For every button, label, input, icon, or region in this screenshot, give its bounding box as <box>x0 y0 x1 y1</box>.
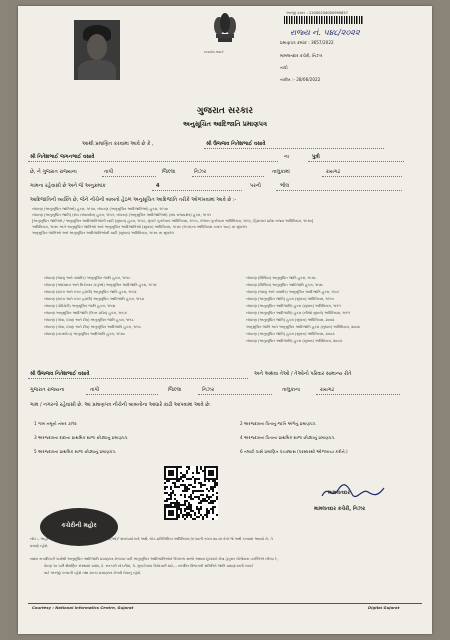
order-right-item: બંધારણ (અનુસૂચિત આદિજાતિ) હુકમ (સુધારા) અધિનિયમ, ૧૯૯૧ <box>246 304 341 308</box>
application-number: અરજી ક્રમાંક : 22000234000990857 <box>286 11 348 15</box>
document-item: 4 અરજદારના પિતાના પ્રાથમિક શાળા છોડ્યાનું પ્રમાણપત્ર. <box>240 435 336 440</box>
order-right-item: બંધારણ (અનુસૂચિત જાતિ) હુકમ (સુધારા) અધિનિયમ, ૧૯૯૦ <box>246 297 334 301</box>
order-left-item: બંધારણ (ગોવા, દમણ અને દીવ) અનુસૂચિત આદિજાતિ હુકમ, ૧૯૬૮ <box>44 325 142 329</box>
document-item: 1 ગામ નમૂનો નંબર ૭/૧૨ <box>34 421 77 426</box>
signatory-office: મામલતદાર કચેરી, નિઝર <box>314 506 366 512</box>
order-line: બંધારણ (અનુસૂચિત જાતિઓ) હુકમ, ૧૯૫૦, બંધારણ (અનુસૂચિત આદિજાતિઓ) હુકમ, ૧૯૫૦ <box>32 207 168 211</box>
document-item: 3 અરજદારના દાદાના પ્રાથમિક શાળા છોડ્યાનું પ્રમાણપત્ર. <box>34 435 129 440</box>
order-left-item: બંધારણ (જમ્મુ અને કાશ્મીર) અનુસૂચિત જાતિ હુકમ, ૧૯૫૬ <box>44 276 131 280</box>
order-left-item: બંધારણ અનુસૂચિત આદિજાતિ (ઉત્તર પ્રદેશ) હુકમ, ૧૯૬૭ <box>44 311 127 315</box>
certify-text: આથી પ્રમાણિત કરવામાં આવે છે કે , <box>82 141 154 147</box>
order-right-item: અનુસૂચિત જાતિ અને અનુસૂચિત આદિજાતિ હુકમ (સુધારા) અધિનિયમ, ૨૦૦૨ <box>246 325 360 329</box>
order-right-item: બંધારણ (અનુસૂચિત આદિજાતિ) હુકમ (સુધારા) અધિનિયમ, ૨૦૦૩ <box>246 339 342 343</box>
order-line: અનુસૂચિત જાતિઓ અને અનુસૂચિત આદિજાતિઓની યાદી (સુધારા) અધિનિયમ, ૧૯૭૬ ના સુધારેલ <box>32 231 175 235</box>
note-line: નોંધ :- અહીં ઉપયોગમાં લેવાયેલ "સામાન્ય રીતે રહેવાસી(ઓ)" શબ્દપ્રયોગનો અર્થ, લોક-પ્રતિનિધિત્વ અધિનિયમ,૧૯૫૦ની કલમ ૨૦-માં તેનો જે અર્થ કરવામાં આવ્યો છે, તે <box>30 537 273 541</box>
tribe-label: પરની <box>250 183 261 189</box>
village-value-2: રાયગઢ <box>320 387 335 393</box>
certificate-page <box>18 6 432 634</box>
order-right-item: બંધારણ (અનુસૂચિત જાતિ) હુકમ (સુધારા) અધિનિયમ, ૨૦૦૩ <box>246 332 335 336</box>
district-value-2: તાપી <box>90 387 100 393</box>
note-line: પ્રમાણે રહેશે. <box>30 544 49 548</box>
note-line: સક્ષમ સત્તાધિકારી પાસેથી અનુસૂચિત આદિજાતિ પ્રમાણપત્ર મેળવ્યા પછી અનુસૂચિત આદિજાતિઓને ઉપલબ્ધ સાભો અથવા છૂટછાટો લેવા હેતુસર લોજેયસ વ્યક્તિએ નીચ્ચ રે, <box>30 557 278 561</box>
order-right-item: બંધારણ (અનુસૂચિત જાતિ) હુકમ (સુધારા) અધિનિયમ, ૨૦૦૨ <box>246 318 335 322</box>
serial-label: ગામના રહેવાસી છે અને જે અનુક્રમાંક <box>30 183 106 189</box>
order-left-item: બંધારણ (દાદરા અને નગર હવેલી) અનુસૂચિત આદિજાતિ હુકમ, ૧૯૬૨ <box>44 297 144 301</box>
qr-code-icon <box>164 466 218 520</box>
resident-name: શ્રી ઉજ્જવ નિતેશભાઈ વસાવે <box>30 371 90 377</box>
footer-brand: Digital Gujarat <box>368 605 400 610</box>
order-left-item: બંધારણ (ગોવા, દમણ અને દીવ) અનુસૂચિત જાતિ હુકમ, ૧૯૬૮ <box>44 318 134 322</box>
national-emblem-icon <box>206 8 244 52</box>
order-right-item: બંધારણ (સિક્કિમ) અનુસૂચિત જાતિ હુકમ, ૧૯૭૮ <box>246 276 316 280</box>
taluka-label-2: તાલુકાના <box>282 387 301 393</box>
document-item: 2 અરજદારના પિતાનું જાતિ અંગેનું પ્રમાણપત્ર. <box>240 421 317 426</box>
note-line: માટે અરજી કરવાની રહેશે તથા માન્ય પ્રમાણપત્ર મેળવી લેવાનું રહેશે. <box>44 571 142 575</box>
applicant-name: શ્રી ઉજ્જવ નિતેશભાઈ વસાવે <box>206 141 266 147</box>
certificate-title: અનુસૂચિત આદિજાતિ પ્રમાણપત્ર <box>183 120 267 128</box>
office-name: મામલતદાર કચેરી, નિઝર <box>280 53 323 58</box>
footer-courtesy: Courtesy : National Informatics Centre, Gujarat <box>32 605 134 610</box>
order-line: [અનુસૂચિત જાતિઓ / અનુસૂચિત આદિજાતિઓની યાદી (સુધારા) હુકમ, ૧૯૫૬, મુંબઈ પુનર્રચના અધિનિયમ, ૧૯૬૦, પંજાબ પુનર્રચના અધિનિયમ, ૧૯૬૬, હિમાચલ પ્રદેશ રાજ્ય અધિનિયમ, ૧૯૭૦] <box>32 219 314 223</box>
emblem-caption: સત્યમેવ જયતે <box>204 50 224 54</box>
applicant-photo <box>74 20 120 80</box>
handwritten-number: રાજ્ય નં. ૫૪૮/૨૦૨૨ <box>290 28 360 37</box>
order-line: અધિનિયમ, ૧૯૭૬ અને અનુસૂચિત જાતિઓ અને અનુસૂચિત આદિજાતિઓ (સુધારા) અધિનિયમ, ૧૯૭૬ (૧૯૭૬ના અધિનિયમ ક્રમાંક ૧૦૮) ના સુધારેલ <box>32 225 247 229</box>
certificate-number: પ્રમાણપત્ર ક્રમાંક : 3657/2022 <box>280 40 334 45</box>
order-left-item: બંધારણ (પોંડિચેરી) અનુસૂચિત જાતિ હુકમ, ૧૯૬૪ <box>44 304 116 308</box>
relation-value: પુત્રી <box>312 154 320 160</box>
father-name: શ્રી નિતેશભાઈ જગનભાઈ વસાવે <box>30 154 95 160</box>
seal-label: કચેરીની મહોર <box>61 522 97 529</box>
district-value: તાપી <box>104 169 114 175</box>
certificate-date: તારીખ :- 28/06/2022 <box>280 77 321 82</box>
relation-label: ના <box>284 154 289 160</box>
order-right-item: બંધારણ (સિક્કિમ) અનુસૂચિત આદિજાતિ હુકમ, ૧૯૭૮ <box>246 283 324 287</box>
serial-value: 4 <box>156 183 160 189</box>
document-item: 6 તલાટી પાસે પ્રમાણિત પંચક્યાસ (પરસ્પરથી ઓળખાયા કરીને.) <box>240 449 348 454</box>
tribe-value: ભીલ <box>280 183 290 189</box>
note-line: ધોરણ ૧૦ પછી શૈક્ષણિક સંસ્થામાં પ્રવેશ, 2. સરકારી નોકરીમાં, 3. મુંબઈમાંના ઉમેદવારી માટે,.. સંબંધિત વિભાગની સમિતિને જાતિ પ્રમાણપત્રની ખરાઈ <box>44 564 254 568</box>
government-title: ગુજરાત સરકાર <box>196 106 254 116</box>
residence-text: અને અથવા તેઓ / તેઓનો પરિવાર સામાન્ય રીતે <box>254 371 352 377</box>
village-value: રાયગઢ <box>326 169 341 175</box>
office-district: તાપી <box>280 65 288 70</box>
district-label-2: જિલ્લા <box>168 387 182 393</box>
recognition-text: આદિજાતિની વ્યક્તિ છે, જેને નીચેની બાબતો હેઠળ અનુસૂચિત આદિજાતિ તરીકે ઓળખવામાં આવે છે :- <box>30 197 237 203</box>
order-left-item: બંધારણ (દાદરા અને નગર હવેલી) અનુસૂચિત જાતિ હુકમ, ૧૯૬૨ <box>44 290 137 294</box>
order-line: બંધારણ (અનુસૂચિત જાતિ) (સંઘ રાજ્યક્ષેત્ર) હુકમ, ૧૯૫૧, બંધારણ (અનુસૂચિત આદિજાતિઓ) (સંઘ રાજ્યક્ષેત્ર) હુકમ, ૧૯૫૧ <box>32 213 211 217</box>
district-label: જિલ્લા <box>162 169 176 175</box>
footer-divider <box>28 603 422 604</box>
taluka-label: તાલુકામાં <box>272 169 290 175</box>
signatory-designation: મામલતદાર <box>328 490 350 496</box>
taluka-value: નિઝર <box>194 169 207 175</box>
state-label-2: ગુજરાત રાજ્યના <box>30 387 65 393</box>
document-item: 5 અરજદારના પ્રાથમિક શાળા છોડ્યાનું પ્રમાણપત્ર. <box>34 449 117 454</box>
state-label: છે, ને ગુજરાત રાજ્યના <box>30 169 77 175</box>
order-right-item: બંધારણ (જમ્મુ અને કાશ્મીર) અનુસૂચિત આદિજાતિ હુકમ, ૧૯૮૯ <box>246 290 340 294</box>
barcode <box>284 16 364 24</box>
basis-text: ગામ / નગરનો રહેવાસી છે. આ પ્રમાણપત્ર નીચેની બાબતોના આધારે કાઢી આપવામાં આવે છે: <box>30 402 211 408</box>
order-left-item: બંધારણ (આંદામાન અને નિકોબાર ટાપુઓ) અનુસૂચિત આદિજાતિ હુકમ, ૧૯૫૯ <box>44 283 157 287</box>
order-left-item: બંધારણ (નાગાલેન્ડ) અનુસૂચિત આદિજાતિ હુકમ, ૧૯૭૦ <box>44 332 125 336</box>
taluka-value-2: નિઝર <box>202 387 215 393</box>
order-right-item: બંધારણ (અનુસૂચિત આદિજાતિ) હુકમ (બીજો સુધારો) અધિનિયમ, ૧૯૯૧ <box>246 311 351 315</box>
